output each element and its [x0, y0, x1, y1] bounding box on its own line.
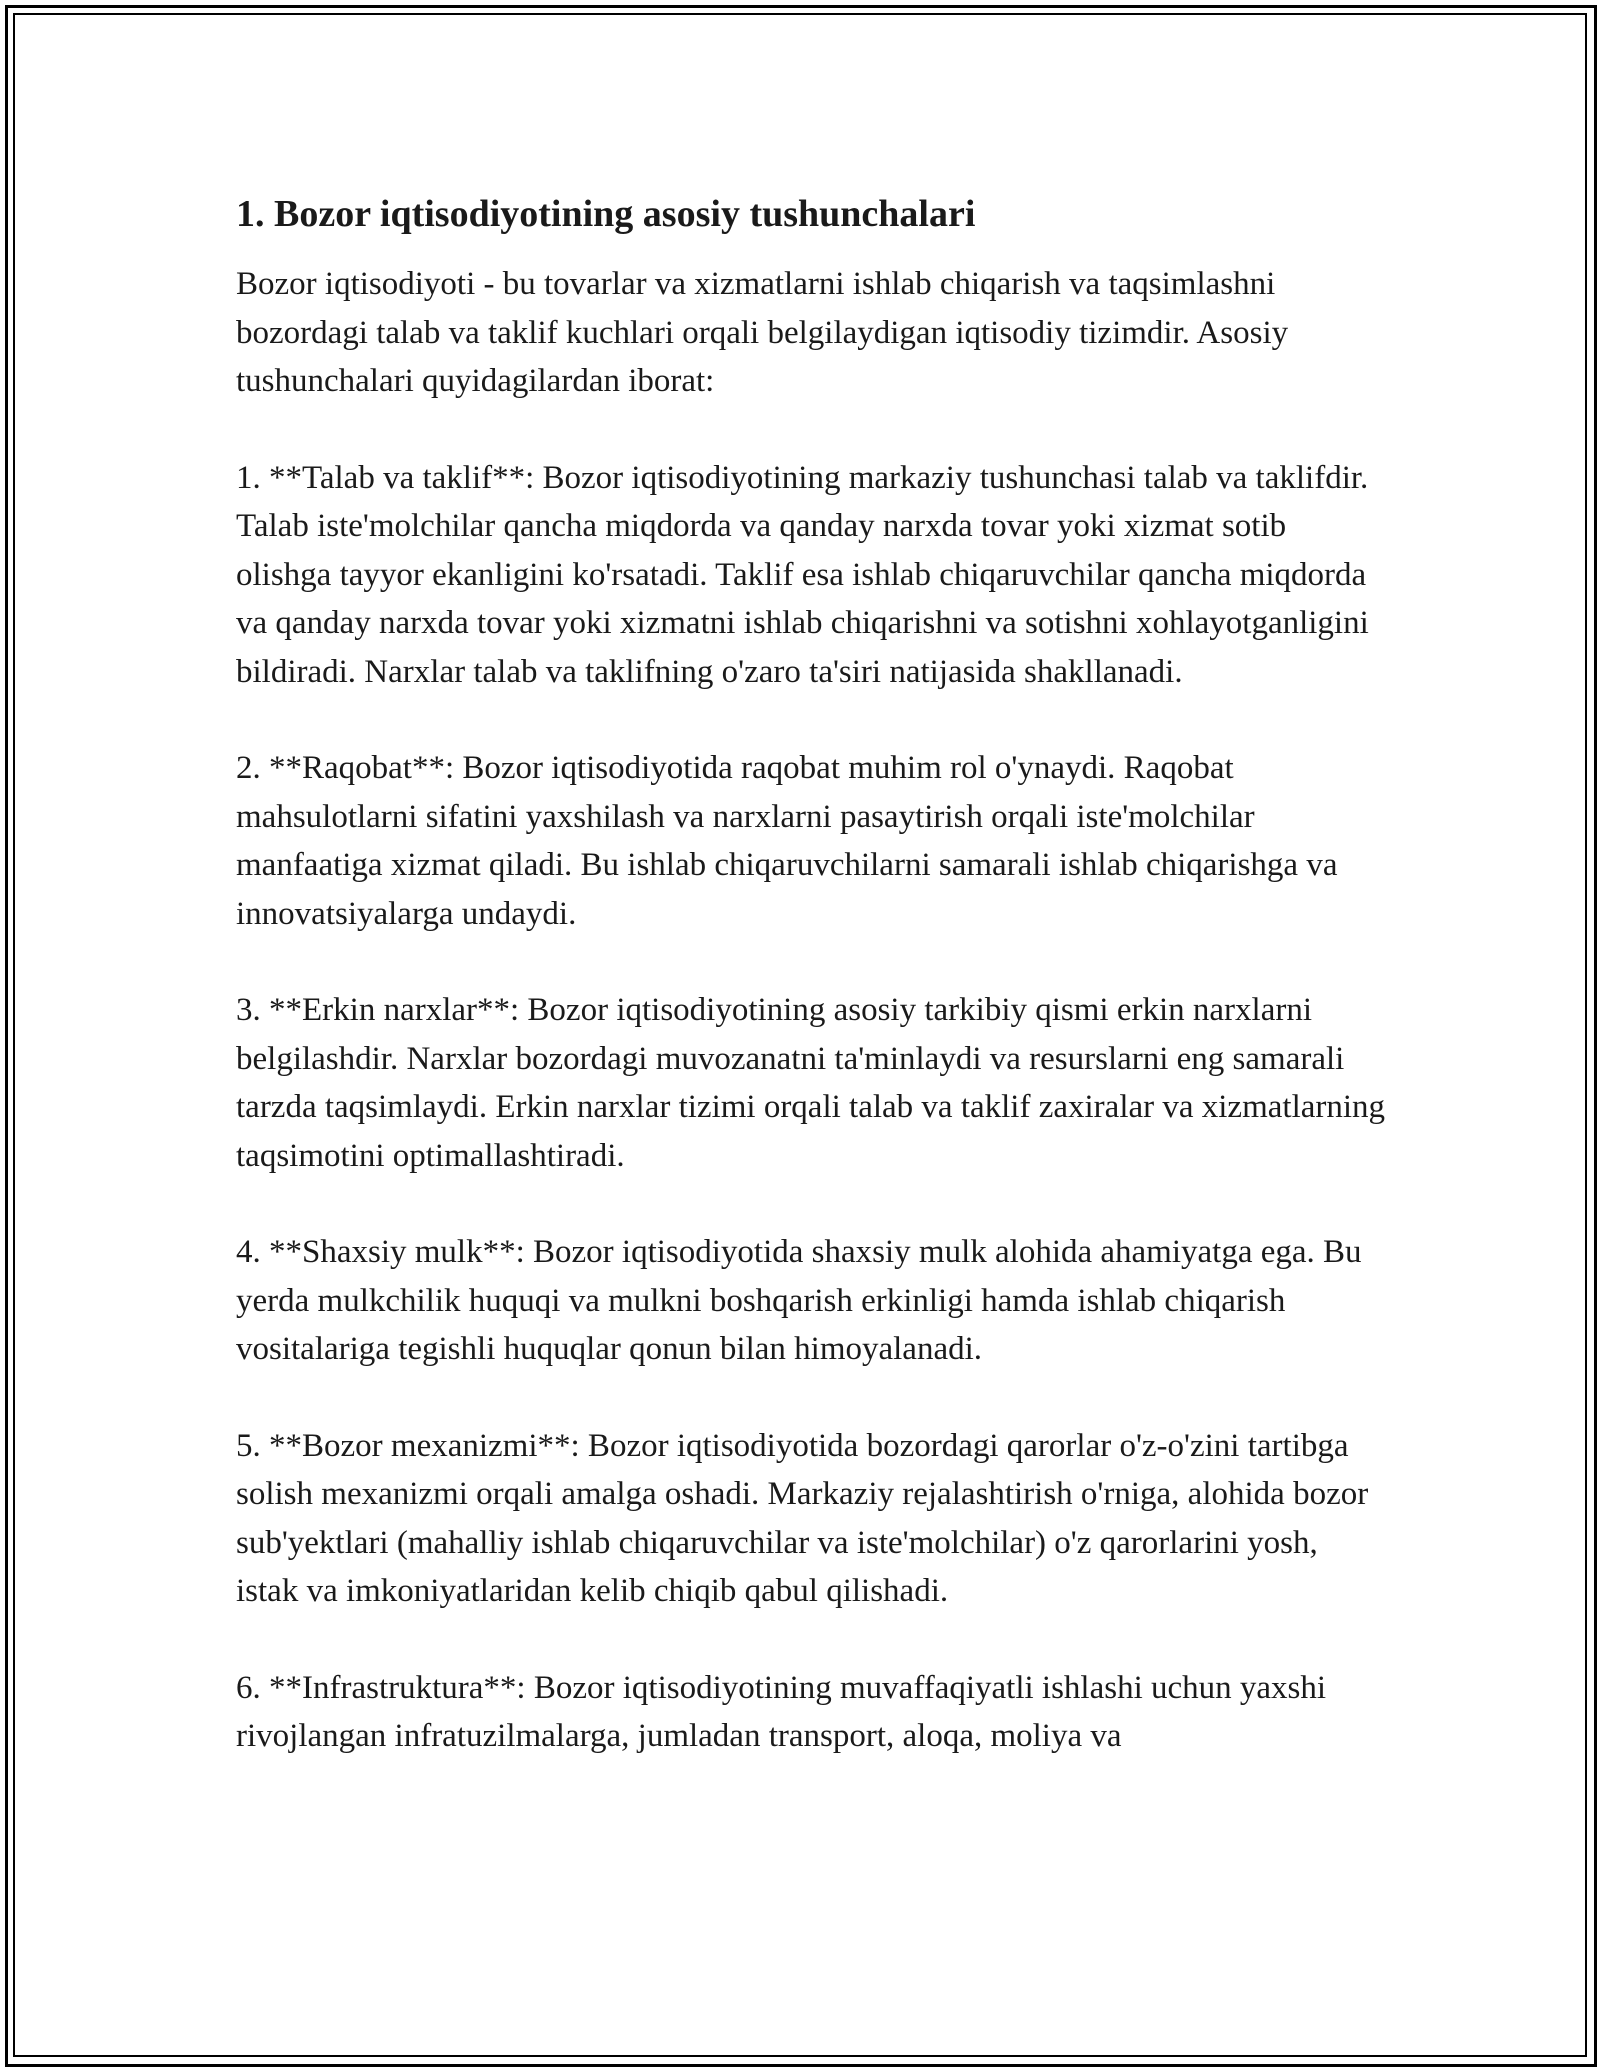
- list-item-shaxsiy-mulk: 4. **Shaxsiy mulk**: Bozor iqtisodiyotida shaxsiy mulk alohida ahamiyatga ega. Bu yerda mulkchilik huquqi va mulkni boshqarish erkinligi hamda ishlab chiqarish vositalariga tegishli huquqlar qonun bilan himoyalanadi.: [236, 1234, 1362, 1367]
- document-title: 1. Bozor iqtisodiyotining asosiy tushunchalari: [236, 193, 976, 235]
- list-item-bozor-mexanizmi: 5. **Bozor mexanizmi**: Bozor iqtisodiyotida bozordagi qarorlar o'z-o'zini tartibga solish mexanizmi orqali amalga oshadi. Markaziy rejalashtirish o'rniga, alohida bozor sub'yektlari (mahalliy ishlab chiqaruvchilar va iste'molchilar) o'z qarorlarini yosh, istak va imkoniyatlaridan kelib chiqib qabul qilishadi.: [236, 1427, 1369, 1609]
- list-item-raqobat: 2. **Raqobat**: Bozor iqtisodiyotida raqobat muhim rol o'ynaydi. Raqobat mahsulotlarni sifatini yaxshilash va narxlarni pasaytirish orqali iste'molchilar manfaatiga xizmat qiladi. Bu ishlab chiqaruvchilarni samarali ishlab chiqarishga va innovatsiyalarga undaydi.: [236, 750, 1338, 932]
- list-item-talab-va-taklif: 1. **Talab va taklif**: Bozor iqtisodiyotining markaziy tushunchasi talab va taklifdir. Talab iste'molchilar qancha miqdorda va qanday narxda tovar yoki xizmat sotib olishga tayyor ekanligini ko'rsatadi. Taklif esa ishlab chiqaruvchilar qancha miqdorda va qanday narxda tovar yoki xizmatni ishlab chiqarishni va sotishni xohlayotganligini bildiradi. Narxlar talab va taklifning o'zaro ta'siri natijasida shakllanadi.: [236, 459, 1369, 690]
- list-item-infrastruktura: 6. **Infrastruktura**: Bozor iqtisodiyotining muvaffaqiyatli ishlashi uchun yaxshi rivojlangan infratuzilmalarga, jumladan transport, aloqa, moliya va: [236, 1669, 1327, 1754]
- list-item-erkin-narxlar: 3. **Erkin narxlar**: Bozor iqtisodiyotining asosiy tarkibiy qismi erkin narxlarni belgilashdir. Narxlar bozordagi muvozanatni ta'minlaydi va resurslarni eng samarali tarzda taqsimlaydi. Erkin narxlar tizimi orqali talab va taklif zaxiralar va xizmatlarning taqsimotini optimallashtiradi.: [236, 992, 1386, 1174]
- document-body: [236, 190, 1386, 1761]
- intro-paragraph: Bozor iqtisodiyoti - bu tovarlar va xizmatlarni ishlab chiqarish va taqsimlashni bozordagi talab va taklif kuchlari orqali belgilaydigan iqtisodiy tizimdir. Asosiy tushunchalari quyidagilardan iborat:: [236, 266, 1289, 399]
